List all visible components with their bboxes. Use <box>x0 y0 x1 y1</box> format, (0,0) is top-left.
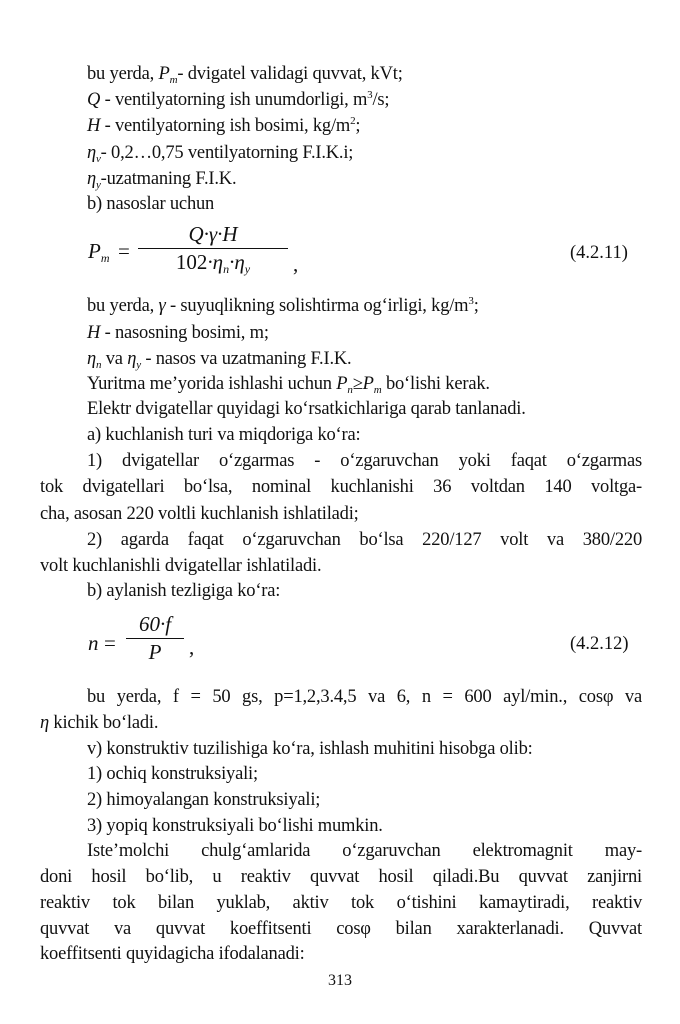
text-line: H - nasosning bosimi, m; <box>87 323 269 343</box>
text-line: Iste’molchi chulg‘amlarida o‘zgaruvchan elektromagnit may- <box>87 841 642 861</box>
text-line: koeffitsenti quyidagicha ifodalanadi: <box>40 944 305 964</box>
text-line: $\eta_y$-uzatmaning F.I.K. <box>87 169 237 191</box>
text-line: cha, asosan 220 voltli kuchlanish ishlatiladi; <box>40 504 359 524</box>
text-line: $\eta_v-$ 0,2…0,75 ventilyatorning F.I.K.i; <box>87 143 354 165</box>
formula-numerator: Q·γ·H <box>188 222 238 246</box>
fraction-bar <box>126 638 184 639</box>
formula-fraction <box>138 222 288 275</box>
text-line: η kichik bo‘ladi. <box>40 713 159 733</box>
text-line: Yuritma me’yorida ishlashi uchun $P_n\ge P_m$ bo‘lishi kerak. <box>87 374 490 396</box>
text-line: volt kuchlanishli dvigatellar ishlatiladi. <box>40 556 322 576</box>
text-line: 1) dvigatellar o‘zgarmas - o‘zgaruvchan yoki faqat o‘zgarmas <box>87 451 642 471</box>
text-line: H - ventilyatorning ish bosimi, $kg/m^2$; <box>87 115 361 136</box>
formula-denominator: P <box>148 640 162 664</box>
formula-lhs: P <box>88 239 101 263</box>
formula-denominator: $102\cdot\eta_n\cdot\eta_y$ <box>175 250 251 276</box>
formula-4-2-11: $P_m$ = Q·γ·H $102\cdot\eta_n\cdot\eta_y$ , (4.2.11) <box>88 222 628 276</box>
text-line: bu yerda, γ - suyuqlikning solishtirma og‘irligi, $kg/m^3$; <box>87 295 479 316</box>
text-line: quvvat va quvvat koeffitsenti cosφ bilan xarakterlanadi. Quvvat <box>40 919 642 939</box>
page-number: 313 <box>328 972 352 989</box>
formula-lhs: n <box>88 631 99 655</box>
text-line: b) aylanish tezligiga ko‘ra: <box>87 581 281 601</box>
formula-numerator: 60·f <box>138 612 172 636</box>
formula-4-2-12: n = 60·f P , (4.2.12) <box>88 612 629 664</box>
text-line: bu yerda, f = 50 gs, p=1,2,3.4,5 va 6, n = 600 ayl/min., cosφ va <box>87 687 642 707</box>
text-line: Q - ventilyatorning ish unumdorligi, $m^3/s$; <box>87 89 390 110</box>
text-line: bu yerda, $P_m-$ dvigatel validagi quvvat, kVt; <box>87 64 403 86</box>
equation-number: (4.2.12) <box>570 634 629 654</box>
equation-number: (4.2.11) <box>570 243 628 263</box>
text-line: 3) yopiq konstruksiyali bo‘lishi mumkin. <box>87 816 383 836</box>
fraction-bar <box>138 248 288 249</box>
text-line: 1) ochiq konstruksiyali; <box>87 764 258 784</box>
text-line: 2) agarda faqat o‘zgaruvchan bo‘lsa 220/127 volt va 380/220 <box>87 530 642 550</box>
text-line: a) kuchlanish turi va miqdoriga ko‘ra: <box>87 425 361 445</box>
text-line: reaktiv tok bilan yuklab, aktiv tok o‘tishini kamaytiradi, reaktiv <box>40 893 642 913</box>
text-line: v) konstruktiv tuzilishiga ko‘ra, ishlash muhitini hisobga olib: <box>87 739 533 759</box>
text-line: tok dvigatellari bo‘lsa, nominal kuchlanishi 36 voltdan 140 voltga- <box>40 477 642 497</box>
text-line: 2) himoyalangan konstruksiyali; <box>87 790 321 810</box>
text-line: Elektr dvigatellar quyidagi ko‘rsatkichlariga qarab tanlanadi. <box>87 399 526 419</box>
text-line: $\eta_n$ va $\eta_y$ - nasos va uzatmaning F.I.K. <box>87 349 352 371</box>
formula-fraction <box>126 612 184 665</box>
text-line: doni hosil bo‘lib, u reaktiv quvvat hosil qiladi.Bu quvvat zanjirni <box>40 867 642 887</box>
text-line: b) nasoslar uchun <box>87 194 215 214</box>
